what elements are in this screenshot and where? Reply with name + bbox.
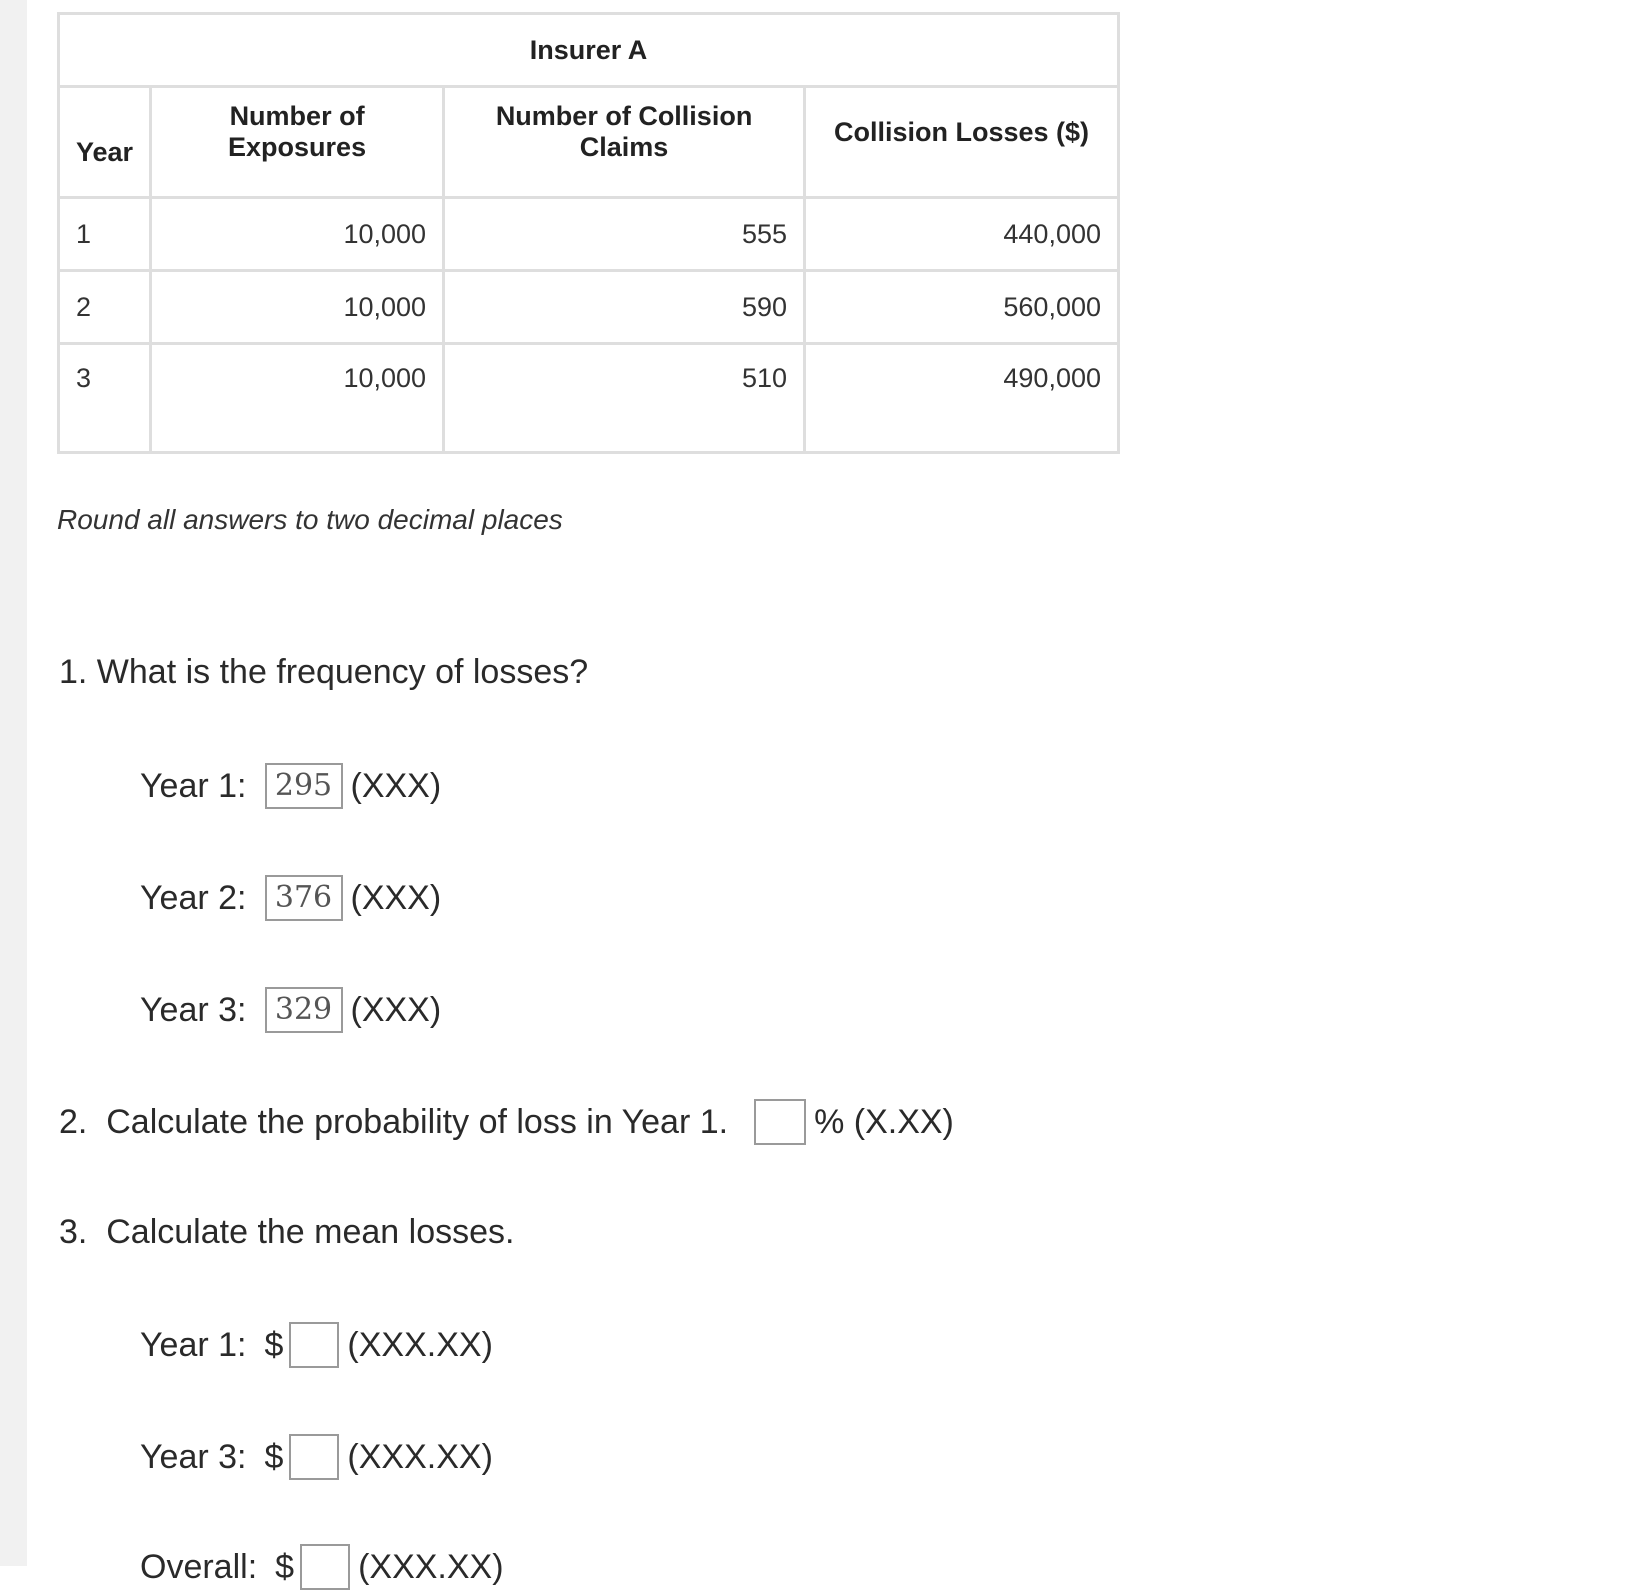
cell-losses: 490,000 (805, 344, 1119, 453)
q3-year-1-format: (XXX.XX) (347, 1326, 493, 1364)
q1-year-3-format: (XXX) (350, 991, 442, 1029)
question-2 (59, 1099, 954, 1145)
header-claims: Number of Collision Claims (444, 87, 805, 198)
cell-claims: 590 (444, 271, 805, 344)
q1-year-1-label: Year 1: (140, 767, 247, 805)
question-1: 1. What is the frequency of losses? (59, 653, 589, 691)
insurer-table (57, 12, 1120, 454)
cell-losses: 560,000 (805, 271, 1119, 344)
table-row (59, 344, 1119, 453)
question-3: 3. Calculate the mean losses. (59, 1213, 515, 1251)
rounding-note: Round all answers to two decimal places (57, 504, 563, 535)
q1-year-1-format: (XXX) (350, 767, 442, 805)
q3-overall-input[interactable] (300, 1544, 350, 1590)
cell-year: 1 (59, 198, 151, 271)
header-losses: Collision Losses ($) (805, 87, 1119, 198)
cell-claims: 555 (444, 198, 805, 271)
q3-overall-format: (XXX.XX) (358, 1548, 504, 1586)
q3-answer-overall (140, 1544, 504, 1590)
q1-year-2-input[interactable]: 376 (265, 875, 343, 921)
q3-year-3-input[interactable] (289, 1434, 339, 1480)
cell-losses: 440,000 (805, 198, 1119, 271)
cell-exposures: 10,000 (151, 271, 444, 344)
table-row (59, 271, 1119, 344)
q3-answer-year-3 (140, 1434, 493, 1480)
q3-overall-currency: $ (275, 1548, 295, 1586)
cell-year: 3 (59, 344, 151, 453)
q3-year-1-label: Year 1: (140, 1326, 247, 1364)
cell-claims: 510 (444, 344, 805, 453)
table-caption: Insurer A (59, 14, 1119, 87)
q1-year-1-input[interactable]: 295 (265, 763, 343, 809)
question-2-text: 2. Calculate the probability of loss in Year 1. (59, 1103, 729, 1141)
q3-year-1-input[interactable] (289, 1322, 339, 1368)
q3-year-3-currency: $ (264, 1438, 284, 1476)
cell-exposures: 10,000 (151, 344, 444, 453)
q1-answer-year-2 (140, 875, 441, 921)
table-caption-row (59, 14, 1119, 87)
q1-year-2-format: (XXX) (350, 879, 442, 917)
q3-overall-label: Overall: (140, 1548, 258, 1586)
cell-exposures: 10,000 (151, 198, 444, 271)
header-year: Year (59, 87, 151, 198)
q1-answer-year-3 (140, 987, 441, 1033)
q3-year-3-format: (XXX.XX) (347, 1438, 493, 1476)
left-gutter (0, 0, 27, 1566)
q1-year-3-label: Year 3: (140, 991, 247, 1029)
q2-probability-input[interactable] (754, 1099, 806, 1145)
q3-answer-year-1 (140, 1322, 493, 1368)
cell-year: 2 (59, 271, 151, 344)
q2-format: % (X.XX) (814, 1103, 954, 1141)
q1-answer-year-1 (140, 763, 441, 809)
header-exposures: Number of Exposures (151, 87, 444, 198)
q3-year-1-currency: $ (264, 1326, 284, 1364)
q1-year-2-label: Year 2: (140, 879, 247, 917)
q3-year-3-label: Year 3: (140, 1438, 247, 1476)
q1-year-3-input[interactable]: 329 (265, 987, 343, 1033)
table-row (59, 198, 1119, 271)
table-header-row (59, 87, 1119, 198)
